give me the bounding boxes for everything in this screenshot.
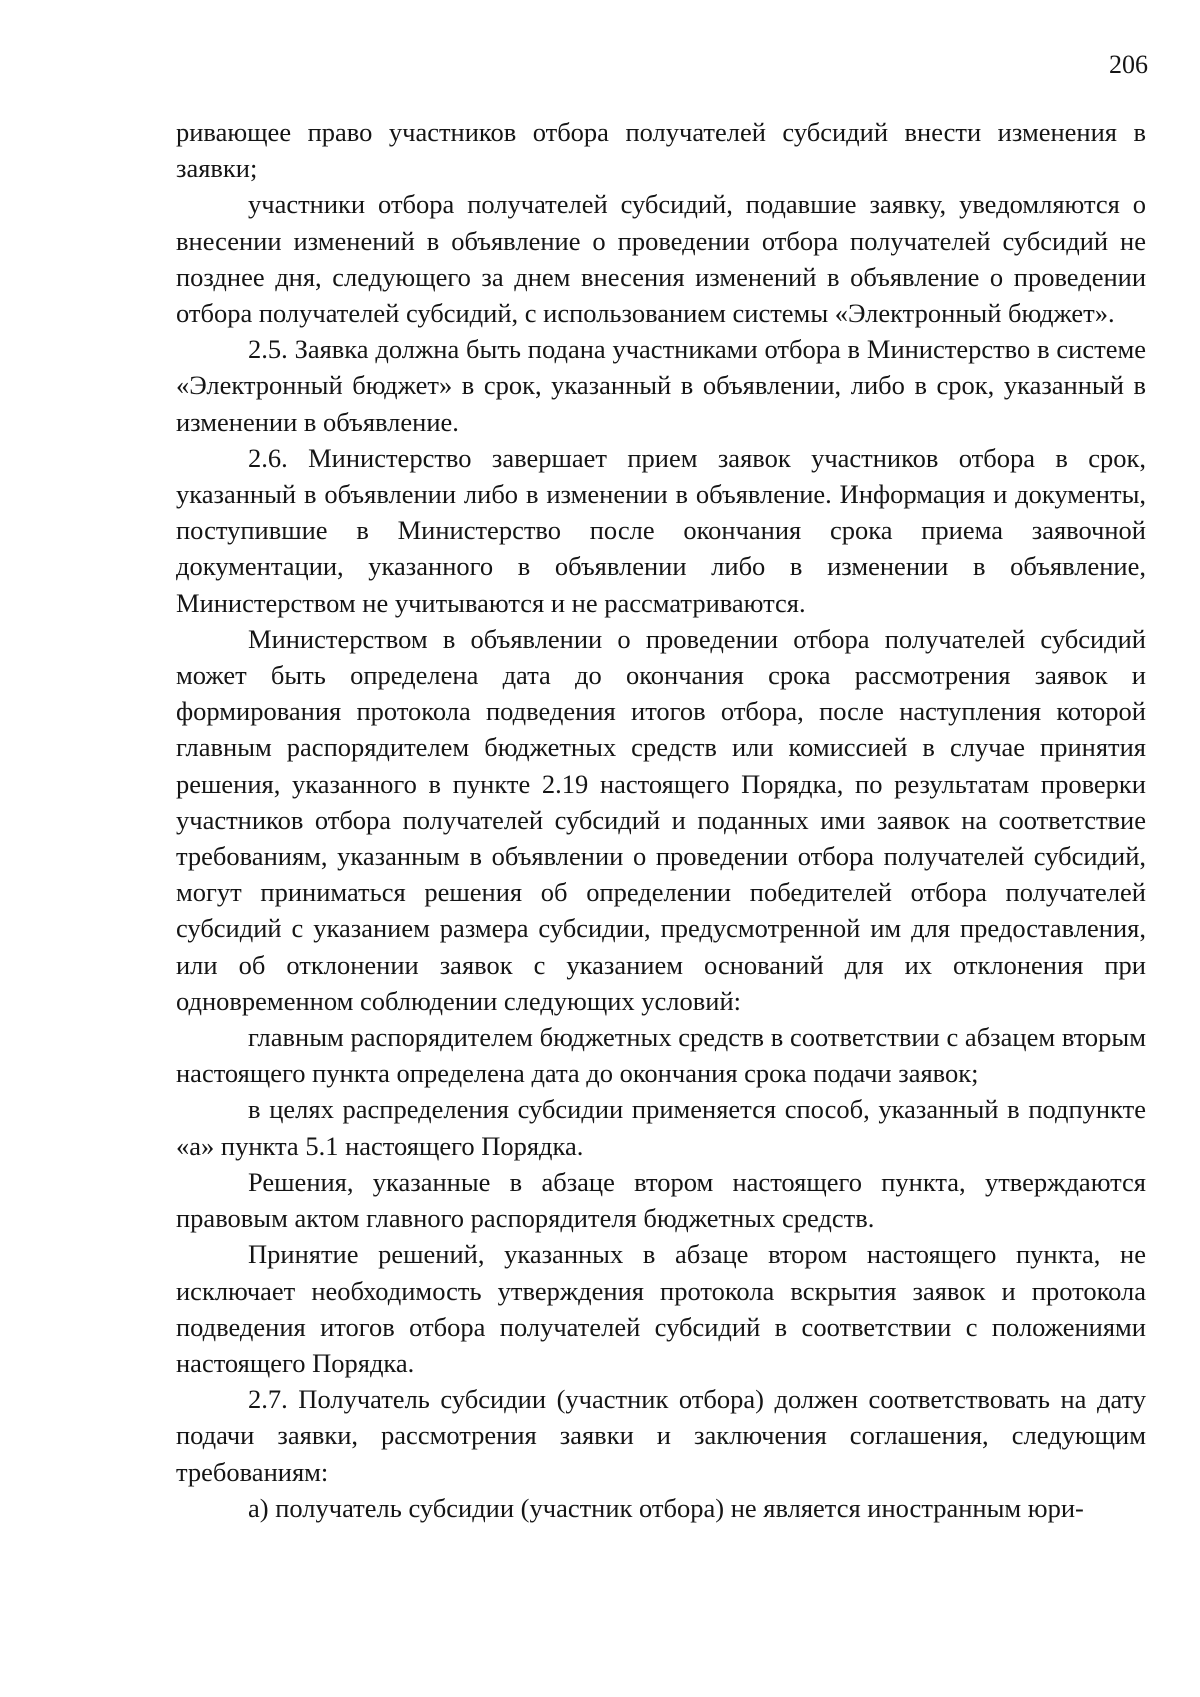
paragraph-condition-1: главным распорядителем бюджетных средств в соответствии с абзацем вторым настоящего пункта определена дата до окончания срока подачи заявок;	[176, 1022, 1146, 1089]
page-number: 206	[1109, 50, 1148, 79]
paragraph-condition-2: в целях распределения субсидии применяется способ, указанный в подпункте «а» пункта 5.1 настоящего Порядка.	[176, 1094, 1146, 1161]
document-body	[176, 114, 1146, 1526]
paragraph-requirement-a: а) получатель субсидии (участник отбора) не является иностранным юри-	[248, 1492, 1084, 1523]
paragraph-2-6: 2.6. Министерство завершает прием заявок участников отбора в срок, указанный в объявлении либо в изменении в объявление. Информация и документы, поступившие в Министерство после окончания срока приема заявочной документации, указанного в объявлении либо в изменении в объявление, Министерством не учитываются и не рассматриваются.	[176, 442, 1146, 618]
paragraph-decision-date: Министерством в объявлении о проведении отбора получателей субсидий может быть определена дата до окончания срока рассмотрения заявок и формирования протокола подведения итогов отбора, после наступления которой главным распорядителем бюджетных средств или комиссией в случае принятия решения, указанного в пункте 2.19 настоящего Порядка, по результатам проверки участников отбора получателей субсидий и поданных ими заявок на соответствие требованиям, указанным в объявлении о проведении отбора получателей субсидий, могут приниматься решения об определении победителей отбора получателей субсидий с указанием размера субсидии, предусмотренной им для предоставления, или об отклонении заявок с указанием оснований для их отклонения при одновременном соблюдении следующих условий:	[176, 623, 1146, 1016]
paragraph-legal-act: Решения, указанные в абзаце втором настоящего пункта, утверждаются правовым актом главного распорядителя бюджетных средств.	[176, 1166, 1146, 1234]
paragraph-continued: ривающее право участников отбора получателей субсидий внести изменения в заявки;	[176, 117, 1146, 184]
paragraph-2-7: 2.7. Получатель субсидии (участник отбора) должен соответствовать на дату подачи заявки, рассмотрения заявки и заключения соглашения, следующим требованиям:	[176, 1384, 1146, 1487]
paragraph-notification: участники отбора получателей субсидий, подавшие заявку, уведомляются о внесении изменений в объявление о проведении отбора получателей субсидий не позднее дня, следующего за днем внесения изменений в объявление о проведении отбора получателей субсидий, с использованием системы «Электронный бюджет».	[176, 189, 1146, 329]
paragraph-2-5: 2.5. Заявка должна быть подана участниками отбора в Министерство в системе «Электронный бюджет» в срок, указанный в объявлении, либо в срок, указанный в изменении в объявление.	[176, 334, 1146, 437]
paragraph-protocols: Принятие решений, указанных в абзаце втором настоящего пункта, не исключает необходимость утверждения протокола вскрытия заявок и протокола подведения итогов отбора получателей субсидий в соответствии с положениями настоящего Порядка.	[176, 1239, 1146, 1378]
